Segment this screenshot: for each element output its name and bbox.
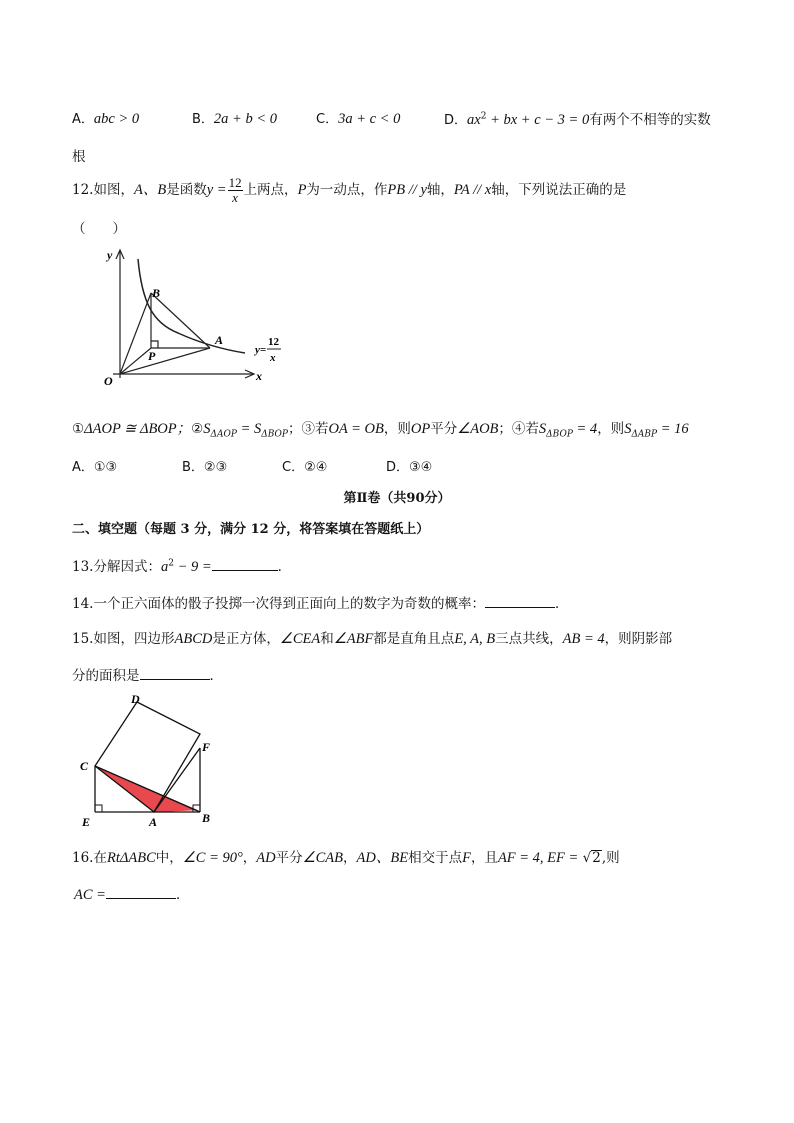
q14: 14.一个正六面体的骰子投掷一次得到正面向上的数字为奇数的概率： ． xyxy=(72,596,569,612)
q16-stem-line2: AC = ． xyxy=(74,887,190,903)
q12-segment-ob xyxy=(120,293,151,374)
q16-answer-blank[interactable] xyxy=(106,886,176,899)
q16-stem: 16.在RtΔABC中，∠C = 90°，AD平分∠CAB，AD、BE相交于点F，且AF = 4, EF = √2,则 xyxy=(72,850,620,866)
q16-sqrt: 2 xyxy=(592,850,601,866)
q15-stem: 15.如图，四边形ABCD是正方体，∠CEA和∠ABF都是直角且点E, A, B三点共线，AB = 4，则阴影部 xyxy=(72,631,673,647)
q15-stem-line2: 分的面积是 ． xyxy=(72,668,223,684)
q15-label-f: F xyxy=(202,740,211,754)
q12-segment-oa xyxy=(120,348,210,374)
q11-option-d-continued: 根 xyxy=(72,149,86,165)
q12-option-c: C．②④ xyxy=(282,460,328,475)
q12-fraction: $\frac{12}{x}$ xyxy=(228,175,242,205)
q12-option-d: D．③④ xyxy=(386,460,433,475)
q12-statements: ①ΔAOP ≅ ΔBOP；$②S_{\Delta AOP} = S_{\Delta BOP}$；③若OA = OB，则OP平分∠AOB；④若$S_{\Delta BOP} = 4$，则$S_{\Delta ABP} = 16$ xyxy=(72,421,689,440)
q12-answer-paren: （ ） xyxy=(72,221,126,237)
q12-stem: 12.如图，A、B是函数y = $\frac{12}{x}$ 上两点，P为一动点，作PB // y轴，PA // x轴，下列说法正确的是 xyxy=(72,175,627,205)
q11-option-d: D．$ax^2$ + bx + c − 3 = 0有两个不相等的实数 xyxy=(444,111,711,128)
q12-hyperbola xyxy=(138,259,245,353)
q15-label-e: E xyxy=(82,815,91,829)
q12-label-y: y xyxy=(107,248,113,262)
q15-right-angle-e xyxy=(95,805,102,812)
q15-label-b: B xyxy=(202,811,211,825)
q11-option-c: C．3a + c < 0 xyxy=(316,111,401,127)
q12-figure xyxy=(95,243,295,393)
q13: 13.分解因式：$a^2 - 9$ = ． xyxy=(72,558,292,575)
q12-option-b: B．②③ xyxy=(182,460,228,475)
section-heading: 二、填空题（每题 3 分，满分 12 分，将答案填在答题纸上） xyxy=(72,522,430,537)
q12-curve-label-lhs: y= xyxy=(255,344,267,356)
q13-answer-blank[interactable] xyxy=(212,558,278,571)
q14-answer-blank[interactable] xyxy=(485,595,555,608)
q12-option-a: A．①③ xyxy=(72,460,118,475)
q15-answer-blank[interactable] xyxy=(140,667,210,680)
q15-label-a: A xyxy=(149,815,158,829)
q15-figure xyxy=(76,690,226,832)
section-title: 第Ⅱ卷（共90分） xyxy=(343,491,451,506)
q12-label-b: B xyxy=(152,286,161,300)
q12-label-a: A xyxy=(215,333,224,347)
q12-label-p: P xyxy=(148,349,156,363)
q12-right-angle xyxy=(151,341,158,348)
q15-label-c: C xyxy=(80,759,89,773)
q12-segment-ab xyxy=(151,293,210,348)
q12-curve-label-den: x xyxy=(270,352,276,364)
q11-option-b: B．2a + b < 0 xyxy=(192,111,277,127)
q11-option-a: A．abc > 0 xyxy=(72,111,140,127)
q12-label-x: x xyxy=(256,369,262,383)
q12-label-o: O xyxy=(104,374,113,388)
q12-curve-label-num: 12 xyxy=(268,336,279,348)
q15-label-d: D xyxy=(131,692,140,706)
